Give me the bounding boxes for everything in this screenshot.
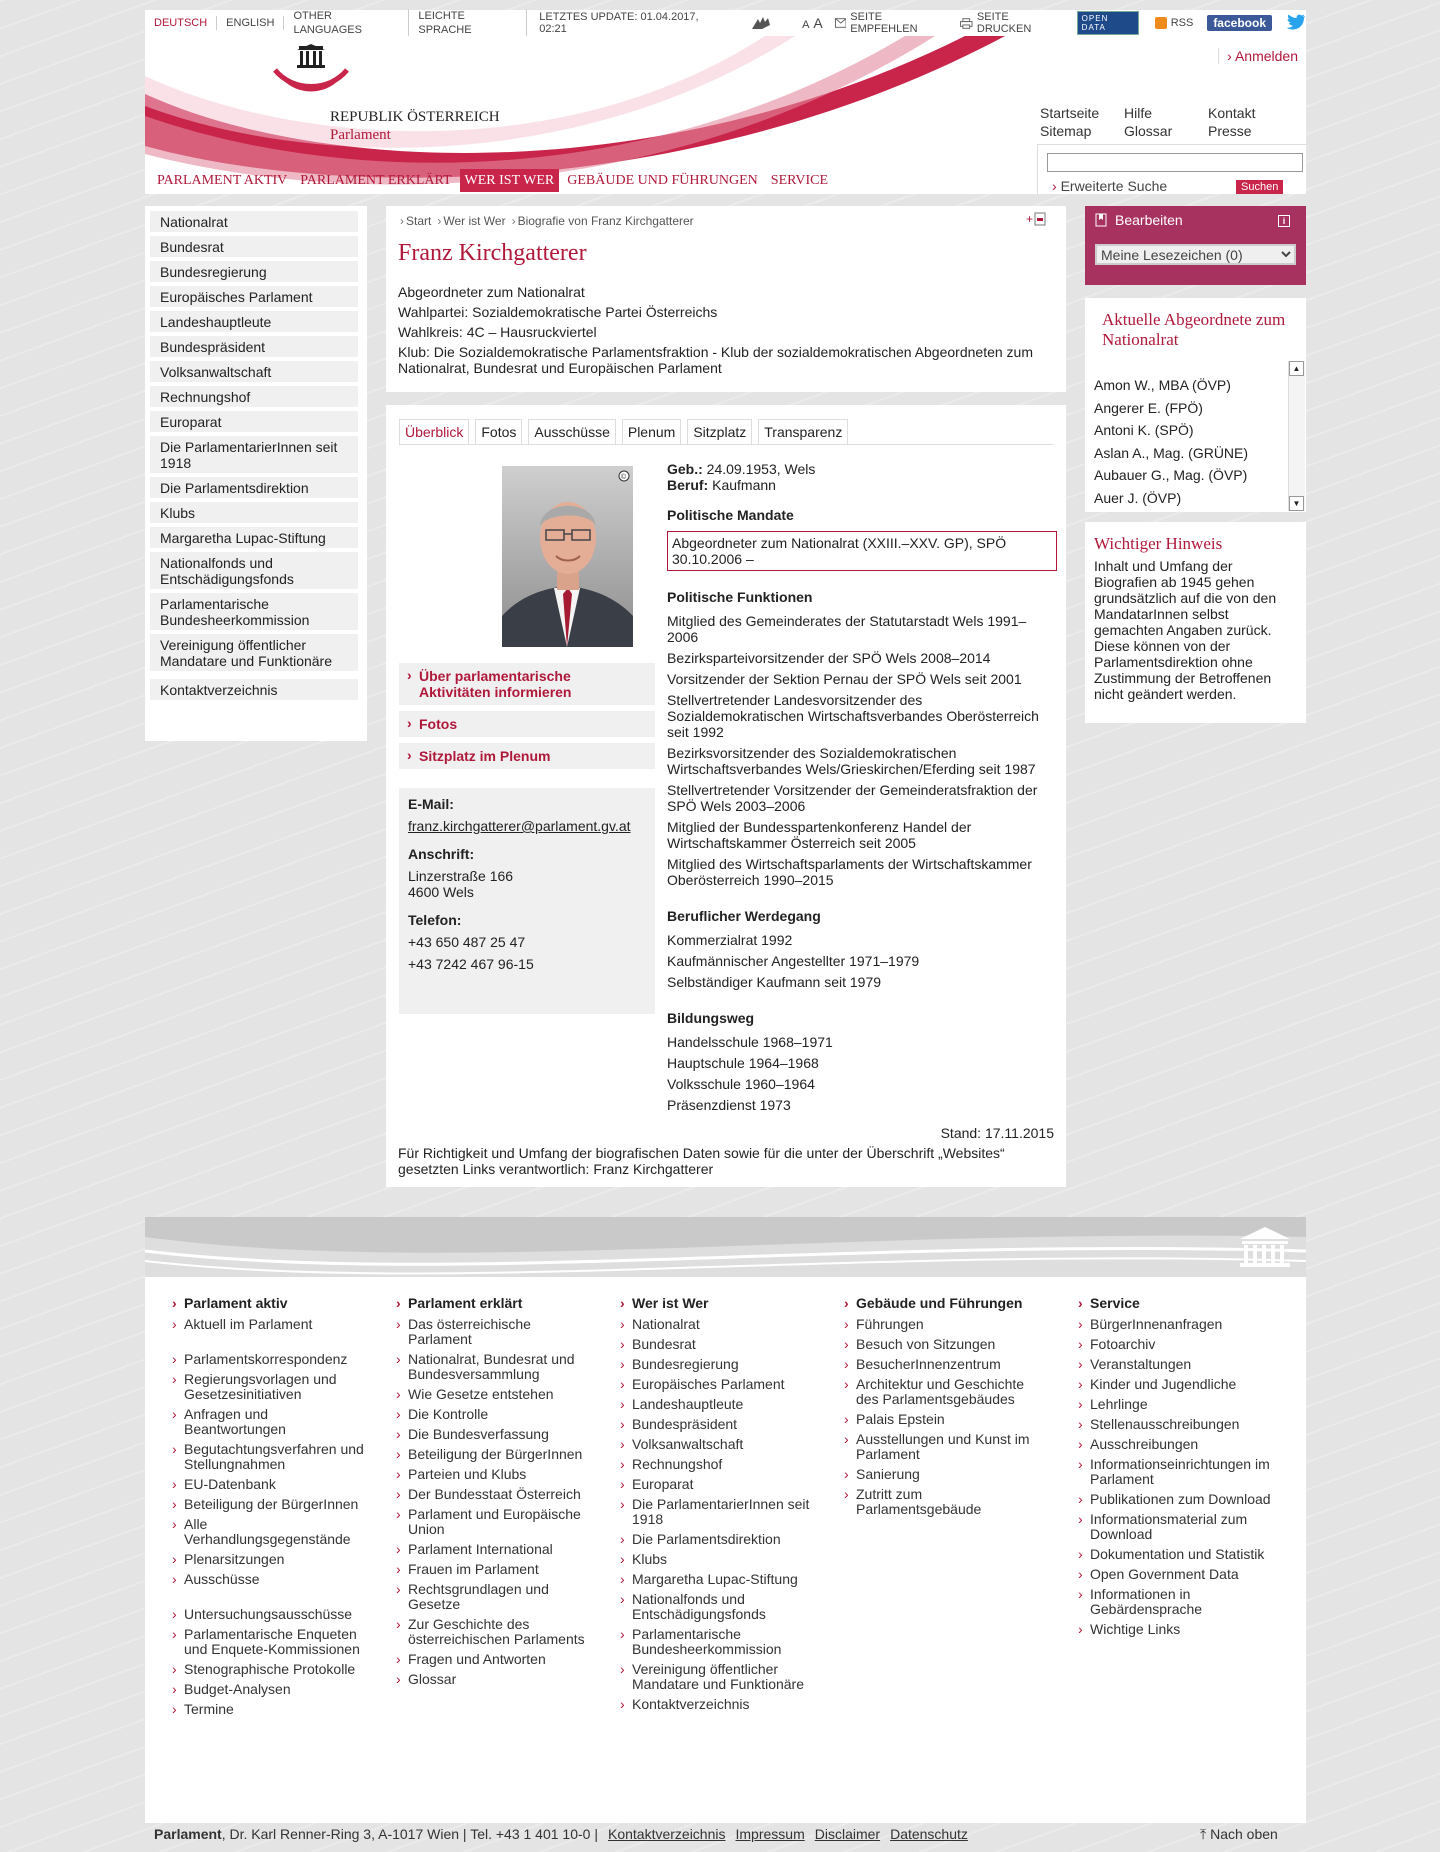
footer-link[interactable]: › Ausstellungen und Kunst im Parlament [844,1432,1044,1462]
sign-language-icon[interactable] [750,15,772,31]
footer-link[interactable]: › Volksanwaltschaft [620,1437,820,1452]
republic-label: REPUBLIK ÖSTERREICH [330,109,500,125]
mps-scrollbar[interactable] [1288,361,1305,511]
quick-link-contact[interactable]: Kontakt [1208,105,1256,121]
footer-link[interactable]: › Wichtige Links [1078,1622,1278,1637]
footer-link[interactable]: › Aktuell im Parlament [172,1317,372,1332]
footer-privacy-link[interactable]: Datenschutz [890,1826,968,1842]
footer-parliament-icon [1236,1225,1294,1269]
footer-link[interactable]: › Kontaktverzeichnis [620,1697,820,1712]
top-bar [145,10,1306,36]
quick-link-press[interactable]: Presse [1208,123,1252,139]
footer-heading[interactable]: › Parlament aktiv [172,1295,372,1311]
tab-sitzplatz[interactable]: Sitzplatz [687,419,752,444]
last-update: LETZTES UPDATE: 01.04.2017, 02:21 [539,11,699,35]
quick-link-start[interactable]: Startseite [1040,105,1100,121]
role-club: Klub: Die Sozialdemokratische Parlamentsfraktion - Klub der sozialdemokratischen Abgeordneten zum Nationalrat, Bundesrat und Europäischen Parlament [398,344,1033,376]
footer-link[interactable]: › Europarat [620,1477,820,1492]
search-input[interactable] [1047,153,1303,172]
footer-link[interactable]: › Informationseinrichtungen im Parlament [1078,1457,1278,1487]
sidebar-item-lupac-stiftung[interactable]: Margaretha Lupac-Stiftung [150,527,358,548]
function-item: Stellvertretender Vorsitzender der Gemeinderatsfraktion der SPÖ Wels 2003–2006 [667,782,1038,814]
recommend-link[interactable] [835,11,949,35]
mp-list-item[interactable]: Antoni K. (SPÖ) [1094,422,1194,438]
address-street: Linzerstraße 166 [408,868,514,884]
tab-ueberblick[interactable]: Überblick [399,419,469,444]
tab-ausschuesse[interactable]: Ausschüsse [528,419,615,444]
font-small[interactable]: A [802,19,810,31]
sidebar-item-bundespraesident[interactable]: Bundespräsident [150,336,358,357]
person-name: Franz Kirchgatterer [398,240,587,266]
footer-link[interactable]: › Die Parlamentsdirektion [620,1532,820,1547]
seat-link[interactable]: › Sitzplatz im Plenum [399,743,655,769]
education-item: Präsenzdienst 1973 [667,1097,791,1113]
back-to-top-link[interactable] [1200,1826,1278,1843]
footer-org: Parlament [154,1826,222,1842]
footer-link[interactable]: › Veranstaltungen [1078,1357,1278,1372]
sidebar-item-eu-parlament[interactable]: Europäisches Parlament [150,286,358,307]
lang-other[interactable]: OTHER LANGUAGES [284,9,409,37]
footer-link[interactable]: › Parteien und Klubs [396,1467,596,1482]
lang-deutsch[interactable]: DEUTSCH [145,16,217,30]
address-city: 4600 Wels [408,884,474,900]
function-item: Vorsitzender der Sektion Pernau der SPÖ Wels seit 2001 [667,671,1022,687]
advanced-search-link[interactable]: › Erweiterte Suche [1052,178,1168,194]
stand-date: Stand: 17.11.2015 [940,1125,1054,1141]
sidebar-item-volksanwaltschaft[interactable]: Volksanwaltschaft [150,361,358,382]
footer-link[interactable]: › Fotoarchiv [1078,1337,1278,1352]
rss-link[interactable] [1155,17,1194,29]
footer-link[interactable]: › Nationalrat [620,1317,820,1332]
person-header [386,206,1066,392]
footer-link[interactable]: › Ausschreibungen [1078,1437,1278,1452]
role-party: Wahlpartei: Sozialdemokratische Partei Österreichs [398,304,718,320]
email-label: E-Mail: [408,796,454,812]
function-item: Mitglied der Bundesspartenkonferenz Handel der Wirtschaftskammer Österreich seit 2005 [667,819,972,851]
parliament-logo-icon [273,42,349,98]
mp-list-item[interactable]: Aubauer G., Mag. (ÖVP) [1094,467,1248,483]
footer-link[interactable]: › Rechnungshof [620,1457,820,1472]
education-heading: Bildungsweg [667,1010,755,1026]
footer-link[interactable]: › Rechtsgrundlagen und Gesetze [396,1582,596,1612]
footer-link[interactable]: › Budget-Analysen [172,1682,372,1697]
print-link[interactable] [960,11,1062,35]
footer-heading[interactable]: › Service [1078,1295,1278,1311]
role-constituency: Wahlkreis: 4C – Hausruckviertel [398,324,597,340]
quick-link-help[interactable]: Hilfe [1124,105,1153,121]
rss-icon [1155,17,1167,29]
footer-link[interactable]: › Plenarsitzungen [172,1552,372,1567]
footer-link[interactable]: › Zur Geschichte des österreichischen Parlaments [396,1617,596,1647]
arrow-up-icon: ⤒ [1200,1826,1207,1842]
sidebar-item-parlamentarierinnen[interactable]: Die ParlamentarierInnen seit 1918 [150,436,358,473]
footer-link[interactable]: › BesucherInnenzentrum [844,1357,1044,1372]
footer-link[interactable]: › Parlament und Europäische Union [396,1507,596,1537]
footer-link[interactable]: › Fragen und Antworten [396,1652,596,1667]
tab-transparenz[interactable]: Transparenz [758,419,848,444]
nav-gebaeude[interactable]: GEBÄUDE UND FÜHRUNGEN [567,173,758,188]
footer-col-parlament-erklaert [396,1295,596,1692]
footer-disclaimer-link[interactable]: Disclaimer [814,1826,881,1842]
footer-link[interactable]: › Führungen [844,1317,1044,1332]
footer-col-service [1078,1295,1278,1642]
main-nav [152,169,836,192]
mps-title: Aktuelle Abgeordnete zum Nationalrat [1102,310,1286,349]
footer-link[interactable]: › Informationen in Gebärdensprache [1078,1587,1278,1617]
footer-link[interactable]: › Alle Verhandlungsgegenstände [172,1517,372,1547]
mp-list-item[interactable]: Angerer E. (FPÖ) [1094,399,1203,416]
footer-link[interactable]: › Nationalfonds und Entschädigungsfonds [620,1592,820,1622]
function-item: Stellvertretender Landesvorsitzender des Sozialdemokratischen Wirtschaftsverbandes Oberösterreich seit 1992 [667,692,1039,740]
activities-link[interactable]: › Über parlamentarische Aktivitäten informieren [399,663,655,705]
job-label: Beruf: [667,477,709,493]
rss-label: RSS [1170,17,1194,29]
job-value: Kaufmann [712,477,776,493]
footer-impressum-link[interactable]: Impressum [735,1826,805,1842]
footer-link[interactable]: › Besuch von Sitzungen [844,1337,1044,1352]
twitter-icon[interactable] [1286,14,1306,33]
footer-link[interactable]: › Anfragen und Beantwortungen [172,1407,372,1437]
footer-link[interactable]: › Bundesrat [620,1337,820,1352]
mp-list-item[interactable]: Aslan A., Mag. (GRÜNE) [1094,444,1249,461]
career-item: Kaufmännischer Angestellter 1971–1979 [667,953,920,969]
quick-link-sitemap[interactable]: Sitemap [1040,123,1092,139]
born-value: 24.09.1953, Wels [706,461,816,477]
footer-link[interactable]: › Frauen im Parlament [396,1562,596,1577]
footer-link[interactable]: › BürgerInnenanfragen [1078,1317,1278,1332]
footer-link[interactable]: › Informationsmaterial zum Download [1078,1512,1278,1542]
person-photo[interactable] [502,466,633,647]
footer-link[interactable]: › Parlamentarische Bundesheerkommission [620,1627,820,1657]
contact-box [399,788,655,1014]
footer-link[interactable]: › Sanierung [844,1467,1044,1482]
tab-fotos[interactable]: Fotos [475,419,522,444]
mp-list-item[interactable]: Auer J. (ÖVP) [1094,489,1182,506]
back-to-top-label: Nach oben [1210,1826,1278,1842]
footer-link[interactable]: › Wie Gesetze entstehen [396,1387,596,1402]
footer-link[interactable]: › Nationalrat, Bundesrat und Bundesversammlung [396,1352,596,1382]
footer-contact-link[interactable]: Kontaktverzeichnis [607,1826,726,1842]
footer-link[interactable]: › Glossar [396,1672,596,1687]
breadcrumb-wer-ist-wer[interactable]: Wer ist Wer [443,214,506,228]
bio-tabs [399,415,1053,445]
footer-link[interactable]: › Publikationen zum Download [1078,1492,1278,1507]
phone-2: +43 7242 467 96-15 [408,956,534,972]
footer-heading[interactable]: › Parlament erklärt [396,1295,596,1311]
sidebar-item-rechnungshof[interactable]: Rechnungshof [150,386,358,407]
facebook-button[interactable]: facebook [1207,15,1272,31]
bookmarks-select[interactable] [1095,244,1296,265]
footer-link[interactable]: › Die ParlamentarierInnen seit 1918 [620,1497,820,1527]
font-large[interactable]: A [813,15,823,31]
bio-panel [386,405,1066,1187]
footer-col-wer-ist-wer [620,1295,820,1717]
footer-link[interactable]: › Architektur und Geschichte des Parlamentsgebäudes [844,1377,1044,1407]
footer-col-parlament-aktiv [172,1295,372,1722]
footer-link[interactable]: › Parlamentarische Enqueten und Enquete-Kommissionen [172,1627,372,1657]
sidebar-item-bundesrat[interactable]: Bundesrat [150,236,358,257]
footer-link[interactable]: › Stellenausschreibungen [1078,1417,1278,1432]
mp-list-item[interactable]: Amon W., MBA (ÖVP) [1094,377,1231,393]
footer-link[interactable]: › Parlamentskorrespondenz [172,1337,372,1367]
nav-parlament-erklaert[interactable]: PARLAMENT ERKLÄRT [300,173,452,188]
quick-links [1040,105,1292,139]
font-size-toggle[interactable] [802,15,823,31]
edit-box [1085,206,1306,285]
scroll-up-icon[interactable]: ▲ [1289,361,1304,376]
bio-details [667,461,1057,1118]
career-heading: Beruflicher Werdegang [667,908,821,924]
mandates-heading: Politische Mandate [667,507,794,523]
footer-link[interactable]: › Bundespräsident [620,1417,820,1432]
sidebar-item-nationalfonds[interactable]: Nationalfonds und Entschädigungsfonds [150,552,358,589]
education-item: Volksschule 1960–1964 [667,1076,815,1092]
person-roles [398,284,1048,380]
education-item: Handelsschule 1968–1971 [667,1034,833,1050]
edit-title: Bearbeiten [1115,212,1183,228]
print-icon [960,18,973,29]
nav-wer-ist-wer[interactable]: WER IST WER [460,169,560,192]
sidebar-item-parlamentsdirektion[interactable]: Die Parlamentsdirektion [150,477,358,498]
footer-link[interactable]: › Open Government Data [1078,1567,1278,1582]
footer-link[interactable]: › Beteiligung der BürgerInnen [396,1447,596,1462]
footer-heading[interactable]: › Gebäude und Führungen [844,1295,1044,1311]
footer-link[interactable]: › Die Bundesverfassung [396,1427,596,1442]
footer-link[interactable]: › Untersuchungsausschüsse [172,1592,372,1622]
logo-text[interactable] [330,108,500,144]
phone-1: +43 650 487 25 47 [408,934,526,950]
parliament-label: Parlament [330,127,391,143]
bookmark-icon [1095,213,1107,227]
sidebar-item-bundesregierung[interactable]: Bundesregierung [150,261,358,282]
svg-text:©: © [621,474,627,481]
footer-link[interactable]: › Ausschüsse [172,1572,372,1587]
footer-link[interactable]: › Beteiligung der BürgerInnen [172,1497,372,1512]
functions-heading: Politische Funktionen [667,589,813,605]
mandate-item: Abgeordneter zum Nationalrat (XXIII.–XXV. GP), SPÖ 30.10.2006 – [667,531,1057,571]
footer-link[interactable]: › Lehrlinge [1078,1397,1278,1412]
recommend-label: SEITE EMPFEHLEN [850,11,918,35]
photos-link[interactable]: › Fotos [399,711,655,737]
footer-address: , Dr. Karl Renner-Ring 3, A-1017 Wien | Tel. +43 1 401 10-0 | [221,1826,598,1842]
footer-link[interactable]: › Stenographische Protokolle [172,1662,372,1677]
footer-swoosh [145,1217,1306,1277]
footer-heading[interactable]: › Wer ist Wer [620,1295,820,1311]
footer-bottom-line [154,1826,968,1842]
lang-leichte-sprache[interactable]: LEICHTE SPRACHE [409,9,527,37]
quick-link-glossary[interactable]: Glossar [1124,123,1173,139]
sidebar-item-vereinigung[interactable]: Vereinigung öffentlicher Mandatare und Funktionäre [150,634,358,671]
born-label: Geb.: [667,461,703,477]
search-button[interactable]: Suchen [1236,180,1283,194]
sidebar-nav [145,206,367,741]
sidebar-item-klubs[interactable]: Klubs [150,502,358,523]
footer-link[interactable]: › Margaretha Lupac-Stiftung [620,1572,820,1587]
site-header [145,36,1306,194]
advanced-search-label: Erweiterte Suche [1060,178,1168,194]
tab-plenum[interactable]: Plenum [622,419,681,444]
footer-link[interactable]: › Dokumentation und Statistik [1078,1547,1278,1562]
pdf-icon[interactable] [1026,212,1048,229]
footer-link[interactable]: › Das österreichische Parlament [396,1317,596,1347]
footer-link[interactable]: › EU-Datenbank [172,1477,372,1492]
breadcrumb-start[interactable]: Start [406,214,432,228]
open-data-badge[interactable]: OPEN DATA [1077,11,1139,35]
nav-service[interactable]: SERVICE [770,173,829,188]
function-item: Mitglied des Gemeinderates der Statutarstadt Wels 1991–2006 [667,613,1027,645]
footer-link[interactable]: › Begutachtungsverfahren und Stellungnahmen [172,1442,372,1472]
print-label: SEITE DRUCKEN [976,11,1032,35]
footer-link[interactable]: › Kinder und Jugendliche [1078,1377,1278,1392]
mps-list [1094,374,1248,509]
profile-links [399,663,655,775]
hint-box [1085,522,1306,723]
footer-link[interactable]: › Klubs [620,1552,820,1567]
hint-text: Inhalt und Umfang der Biografien ab 1945 gehen grundsätzlich auf die von den MandatarInnen selbst gemachten Angaben zurück. Diese können von der Parlamentsdirektion ohne Zustimmung der Betroffenen nicht geändert werden. [1094,558,1277,702]
footer-link[interactable]: › Zutritt zum Parlamentsgebäude [844,1487,1044,1517]
career-item: Selbständiger Kaufmann seit 1979 [667,974,882,990]
address-label: Anschrift: [408,846,475,862]
hint-title: Wichtiger Hinweis [1094,534,1223,553]
sidebar-item-europarat[interactable]: Europarat [150,411,358,432]
footer-link[interactable]: › Landeshauptleute [620,1397,820,1412]
footer-col-gebaeude [844,1295,1044,1522]
footer-link[interactable]: › Regierungsvorlagen und Gesetzesinitiativen [172,1372,372,1402]
scroll-down-icon[interactable]: ▼ [1289,496,1304,511]
sidebar-item-landeshauptleute[interactable]: Landeshauptleute [150,311,358,332]
nav-parlament-aktiv[interactable]: PARLAMENT AKTIV [157,173,288,188]
footer-link[interactable]: › Der Bundesstaat Österreich [396,1487,596,1502]
function-item: Bezirksvorsitzender des Sozialdemokratischen Wirtschaftsverbandes Wels/Grieskirchen/Eferding seit 1987 [667,745,1036,777]
role-mandate: Abgeordneter zum Nationalrat [398,284,585,300]
sidebar-item-kontaktverzeichnis[interactable]: Kontaktverzeichnis [150,679,358,700]
email-link[interactable]: franz.kirchgatterer@parlament.gv.at [408,818,631,834]
svg-text:+: + [1026,212,1034,226]
sidebar-item-nationalrat[interactable]: Nationalrat [150,211,358,232]
footer-link[interactable]: › Europäisches Parlament [620,1377,820,1392]
info-icon[interactable]: i [1278,215,1290,227]
login-link[interactable]: › Anmelden [1218,48,1298,64]
login-label: Anmelden [1234,48,1298,64]
footer-link[interactable]: › Bundesregierung [620,1357,820,1372]
sidebar-item-bundesheerkommission[interactable]: Parlamentarische Bundesheerkommission [150,593,358,630]
search-area [1037,144,1306,194]
footer-band [145,1217,1306,1277]
phone-label: Telefon: [408,912,462,928]
function-item: Bezirksparteivorsitzender der SPÖ Wels 2008–2014 [667,650,991,666]
responsibility-note: Für Richtigkeit und Umfang der biografischen Daten sowie für die unter der Überschrift „Websites“ gesetzten Links verantwortlich: Franz Kirchgatterer [398,1145,1005,1177]
footer-link[interactable]: › Vereinigung öffentlicher Mandatare und Funktionäre [620,1662,820,1692]
mail-icon [835,18,847,28]
career-item: Kommerzialrat 1992 [667,932,793,948]
footer-link[interactable]: › Die Kontrolle [396,1407,596,1422]
current-mps-box [1085,298,1306,512]
footer-link[interactable]: › Palais Epstein [844,1412,1044,1427]
education-item: Hauptschule 1964–1968 [667,1055,819,1071]
lang-english[interactable]: ENGLISH [217,16,284,30]
function-item: Mitglied des Wirtschaftsparlaments der Wirtschaftskammer Oberösterreich 1990–2015 [667,856,1032,888]
footer-link[interactable]: › Parlament International [396,1542,596,1557]
breadcrumb [400,214,694,228]
breadcrumb-current: › Biografie von Franz Kirchgatterer [512,214,694,228]
footer-link[interactable]: › Termine [172,1702,372,1717]
footer [145,1277,1306,1823]
